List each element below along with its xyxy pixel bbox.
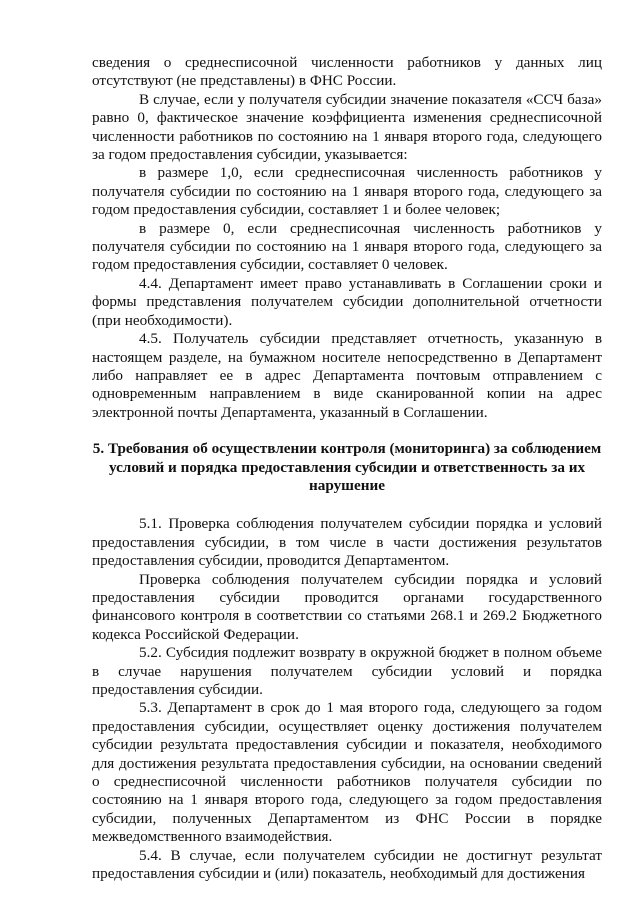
spacer <box>92 495 602 515</box>
document-page <box>92 54 602 883</box>
paragraph-ssch-base: В случае, если у получателя субсидии значение показателя «ССЧ база» равно 0, фактическое значение коэффициента изменения среднесписочной численности работников по состоянию на 1 января второго года, следующего за годом предоставления субсидии, указывается: <box>92 90 602 164</box>
paragraph-4-4: 4.4. Департамент имеет право устанавливать в Соглашении сроки и формы представления получателем субсидии дополнительной отчетности (при необходимости). <box>92 274 602 329</box>
paragraph-5-3: 5.3. Департамент в срок до 1 мая второго года, следующего за годом предоставления субсидии, осуществляет оценку достижения получателем субсидии результата предоставления субсидии и показателя, необходимого для достижения результата предоставления субсидии, на основании сведений о среднесписочной численности работников получателя субсидии по состоянию на 1 января второго года, следующего за годом предоставления субсидии, полученных Департаментом из ФНС России в порядке межведомственного взаимодействия. <box>92 699 602 846</box>
paragraph-financial-control: Проверка соблюдения получателем субсидии порядка и условий предоставления субсидии проводится органами государственного финансового контроля в соответствии со статьями 268.1 и 269.2 Бюджетного кодекса Российской Федерации. <box>92 570 602 643</box>
paragraph-value-one: в размере 1,0, если среднесписочная численность работников у получателя субсидии по состоянию на 1 января второго года, следующего за годом предоставления субсидии, составляет 1 и более человек; <box>92 164 602 219</box>
paragraph-5-4: 5.4. В случае, если получателем субсидии не достигнут результат предоставления субсидии и (или) показатель, необходимый для достижения <box>92 846 602 883</box>
paragraph-4-5: 4.5. Получатель субсидии представляет отчетность, указанную в настоящем разделе, на бумажном носителе непосредственно в Департамент либо направляет ее в адрес Департамента почтовым отправлением с одновременным направлением в виде сканированной копии на адрес электронной почты Департамента, указанный в Соглашении. <box>92 330 602 421</box>
spacer <box>92 422 602 440</box>
paragraph-5-1: 5.1. Проверка соблюдения получателем субсидии порядка и условий предоставления субсидии, в том числе в части достижения результатов предоставления субсидии, проводится Департаментом. <box>92 515 602 570</box>
paragraph-value-zero: в размере 0, если среднесписочная численность работников у получателя субсидии по состоянию на 1 января второго года, следующего за годом предоставления субсидии, составляет 0 человек. <box>92 219 602 274</box>
paragraph-continuation: сведения о среднесписочной численности работников у данных лиц отсутствуют (не представлены) в ФНС России. <box>92 54 602 90</box>
section-5-heading: 5. Требования об осуществлении контроля (мониторинга) за соблюдением условий и порядка предоставления субсидии и ответственность за их нарушение <box>92 440 602 494</box>
paragraph-5-2: 5.2. Субсидия подлежит возврату в окружной бюджет в полном объеме в случае нарушения получателем субсидии условий и порядка предоставления субсидии. <box>92 644 602 698</box>
